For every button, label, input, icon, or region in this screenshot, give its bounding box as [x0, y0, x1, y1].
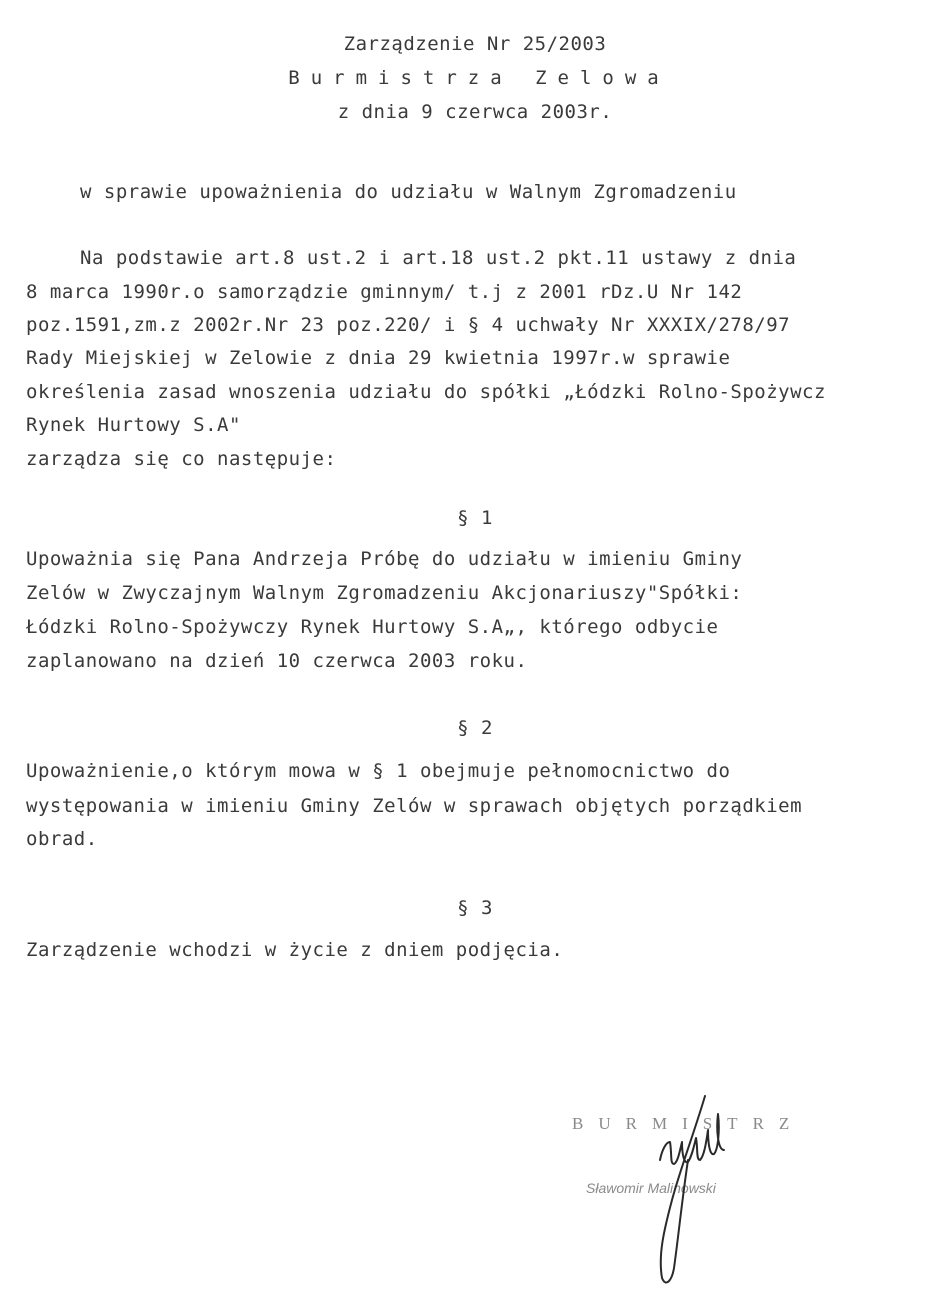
preamble-line: Rady Miejskiej w Zelowie z dnia 29 kwietnia 1997r.w sprawie [26, 347, 731, 369]
handwritten-signature [600, 1090, 760, 1290]
preamble-line: Rynek Hurtowy S.A" [26, 414, 241, 436]
signature-title: BURMISTRZ [572, 1114, 805, 1133]
section-mark: § 3 [457, 897, 493, 919]
section-line: Upoważnia się Pana Andrzeja Próbę do udziału w imieniu Gminy [26, 548, 743, 570]
section-line: zaplanowano na dzień 10 czerwca 2003 roku. [26, 650, 528, 672]
section-line: Zarządzenie wchodzi w życie z dniem podjęcia. [26, 939, 564, 961]
document-issuer: Burmistrza Zelowa [288, 67, 670, 89]
section-mark: § 1 [457, 507, 493, 529]
preamble-line: 8 marca 1990r.o samorządzie gminnym/ t.j z 2001 rDz.U Nr 142 [26, 281, 743, 303]
section-line: Łódzki Rolno-Spożywczy Rynek Hurtowy S.A„, którego odbycie [26, 616, 719, 638]
preamble-decree: zarządza się co następuje: [26, 448, 337, 470]
section-line: występowania w imieniu Gminy Zelów w sprawach objętych porządkiem [26, 795, 803, 817]
document-date: z dnia 9 czerwca 2003r. [337, 101, 613, 123]
signature-name: Sławomir Malinowski [586, 1180, 716, 1196]
section-line: Upoważnienie,o którym mowa w § 1 obejmuje pełnomocnictwo do [26, 760, 731, 782]
preamble-line: określenia zasad wnoszenia udziału do spółki „Łódzki Rolno-Spożywcz [26, 381, 826, 403]
section-line: obrad. [26, 828, 98, 850]
preamble-line: poz.1591,zm.z 2002r.Nr 23 poz.220/ i § 4 uchwały Nr XXXIX/278/97 [26, 314, 791, 336]
signature-block [560, 1090, 840, 1290]
section-mark: § 2 [457, 717, 493, 739]
document-subject: w sprawie upoważnienia do udziału w Walnym Zgromadzeniu [80, 181, 737, 203]
preamble-line: Na podstawie art.8 ust.2 i art.18 ust.2 pkt.11 ustawy z dnia [80, 247, 797, 269]
section-line: Zelów w Zwyczajnym Walnym Zgromadzeniu Akcjonariuszy"Spółki: [26, 582, 743, 604]
document-title: Zarządzenie Nr 25/2003 [343, 33, 607, 55]
